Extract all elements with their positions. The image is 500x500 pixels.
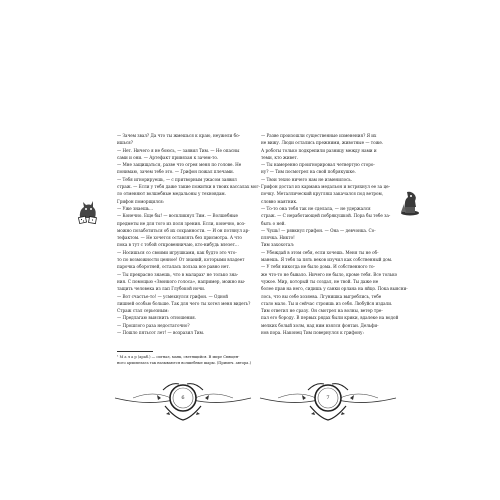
footnote-divider [117, 351, 153, 352]
cat-with-dice-illustration [76, 196, 100, 224]
knight-chess-piece-illustration [398, 188, 422, 216]
text-line: парочка оборотней, осталась польза все равно нет. [117, 264, 230, 270]
left-page-text [117, 132, 260, 336]
text-line: можно позаботиться об их сохранности. — И он потянул ар- [117, 227, 250, 233]
text-line: ишься? [117, 140, 134, 146]
text-line: пал его бороду. В первых рядах были крики, вдалеке на водой [261, 315, 399, 321]
text-line: сами и они. — Артефакт привязан к зачем-то. [117, 154, 219, 160]
text-line: — Нет. Ничего я не боюсь, — заявил Тим. — Не опасны [117, 147, 240, 153]
text-line: не вижу. Люди остались прежними, животные — тоже. [261, 140, 384, 146]
text-line: — Ты прекрасно знаешь, что в маларах¹ не только зна- [117, 271, 239, 277]
text-line: — У тебя никогда не было дома. И собственного то- [261, 264, 375, 270]
text-line: тащить человека из лап Глубокой ночи. [117, 286, 206, 292]
text-line: — Чушь! — рявкнул грифон. — Она — девчонка. Со- [261, 227, 376, 233]
text-line: теми, кто живет. [261, 154, 298, 160]
text-line: — Твои техно ничего нам не изменилось. [261, 176, 352, 182]
text-line: — Убеждай в этом себя, если хочешь. Меня ты не об- [261, 249, 379, 255]
text-line: манешь. Я тебя за пять веков изучил как собственный дом. [261, 257, 393, 263]
text-line: — Зачем звал? Да что ты жмешься к краю, неужели бо- [117, 133, 241, 138]
text-line: быть о ней. [261, 220, 286, 226]
page-number-left: 6 [181, 395, 185, 401]
text-line: мелких болый холм, над ним взялся фонтан. Дельфи- [261, 322, 379, 328]
text-line: ло отменяют волшебные медальоны у техновдам. [117, 191, 226, 197]
text-line: то по возможности ценное! От знаний, которыми владеет [117, 257, 245, 263]
text-line: тефактом. — Не хочется оставлять без присмотра. А что [117, 235, 242, 241]
text-line: А роботы только подкрепили разницу между нами и [261, 147, 377, 153]
footnote-line: ¹ М а л а р (араб.) — сигнал, маяк, светящийся. В мире Священ- [117, 355, 240, 359]
text-line: — Ты намеренно проигнорировал четвертую сторо- [261, 162, 375, 168]
text-line: Тим захохотал: [261, 242, 295, 248]
text-line: — Предлагаю выяснить отношения. [117, 315, 197, 321]
text-line: чужое. Мир, который ты создал, не твой. Ты даже не [261, 278, 379, 284]
text-line: — Прошлого раза недостаточно? [117, 322, 190, 328]
text-line: — Мне защищаться, разве что огрея меня по голове. Не [117, 162, 242, 168]
text-line: страж. — С неработающей побрякушкой. Пора бы тебе за- [261, 213, 391, 219]
footnote-line: ного архипелага так называются волшебные шары. (Примеч. автора.) [117, 361, 251, 366]
text-line: лишней особью больше. Так для чего ты хотел меня видеть? [117, 300, 251, 306]
text-line: — Конечно. Еще бы! — воскликнул Тим. — Волшебные [117, 213, 238, 219]
text-line: же что-то не бывало. Ничего не было, кроме тебя. Все только [261, 271, 398, 277]
text-line: — Носишься со своими игрушками, как будто это что- [117, 249, 237, 255]
text-line: — Уже знаешь... [117, 205, 154, 211]
text-line: предметы не для того из поля зрения. Если, конечно, воз- [117, 220, 246, 226]
right-page-text [261, 132, 408, 336]
text-line: ния. С помощью «Звонкого голоса», например, можно вы- [117, 278, 246, 284]
text-line: страж. — Если у тебя даже такие пожитки в твоих вассалах мог- [117, 184, 260, 190]
text-line: стало мало. Ты и сейчас строишь из себя. Любуйся издали. [261, 300, 393, 306]
text-line: — То-то она тебя так не сделала, — не удержался [261, 205, 371, 211]
text-line: лось, что вы себе хозяева. Лгунишка выгреблись, тебе [261, 293, 382, 299]
text-line: Грифон достал из кармана медальон и встряхнул ее за це- [261, 184, 390, 190]
text-line: — Вот счастье-то! — усмехнулся грифон. — Одной [117, 293, 229, 299]
text-line: ну? — Тим посмотрел на свой побрякушке. [261, 169, 356, 175]
text-line: Грифон поморщился: [117, 198, 165, 204]
text-line: нов пора. Наконец Тим повернулся к грифону: [261, 330, 364, 336]
text-line: понимаю, зачем тебе это. — Грифон пожал плечами. [117, 169, 235, 175]
text-line: — Тебя игнорируешь, — с притворным ужасом заявил [117, 176, 237, 182]
text-line: пока в тут с тобой откровенничаю, кто-нибудь влезет... [117, 242, 239, 248]
text-line: — Пошло пятьсот лет! — возразил Тим. [117, 330, 205, 336]
text-line: словно маятник. [261, 198, 298, 204]
text-line: плячка. Никто! [261, 235, 295, 241]
footnote [117, 354, 251, 366]
text-line: Тим ответил не сразу. Он смотрел на волны, ветер тре- [261, 308, 383, 314]
text-line: более прав на него, сидишь у санки орлана на яйцо. Пока выясни- [261, 286, 408, 292]
text-line: — Разве произошли существенные изменения? Я их [261, 133, 377, 138]
text-line: почку. Металлический кругляш закачался под ветром, [261, 191, 384, 197]
page-number-right: 7 [326, 395, 330, 401]
text-line: Страж стал серьезным: [117, 308, 169, 314]
